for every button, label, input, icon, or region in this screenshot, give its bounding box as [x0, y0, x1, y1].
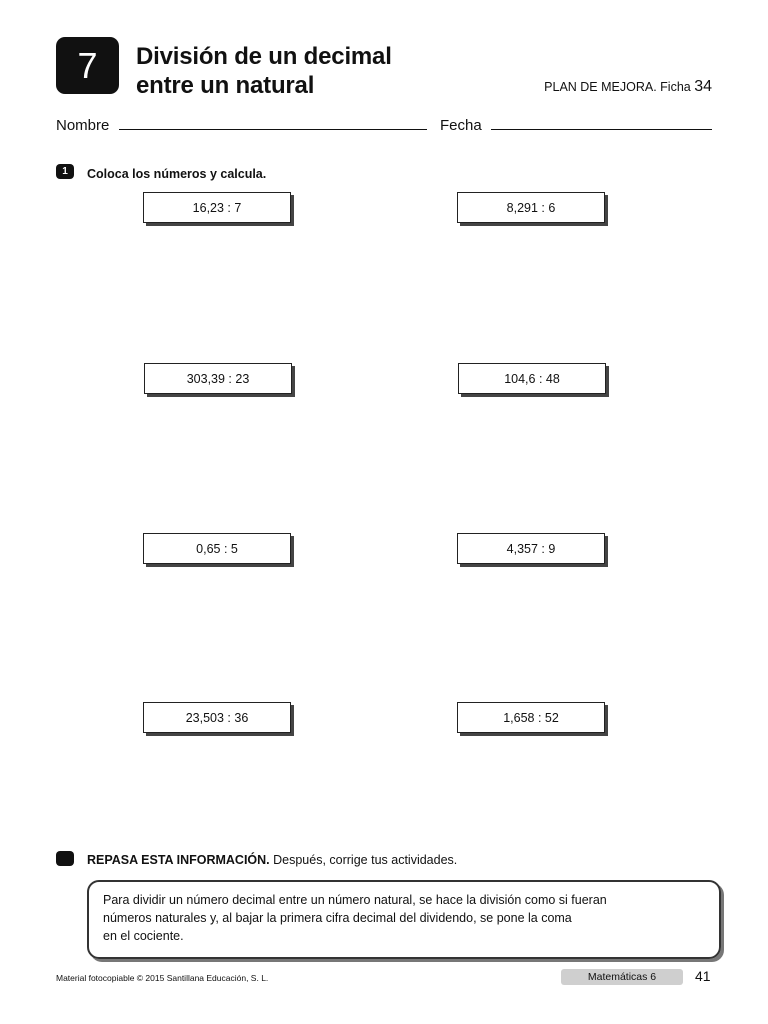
info-line: números naturales y, al bajar la primera cifra decimal del dividendo, se pone la coma — [103, 911, 572, 925]
review-heading — [87, 853, 457, 867]
unit-number: 7 — [77, 44, 98, 86]
name-label: Nombre — [56, 117, 110, 134]
review-title: REPASA ESTA INFORMACIÓN. — [87, 853, 270, 867]
info-box — [87, 880, 721, 959]
info-line: Para dividir un número decimal entre un número natural, se hace la división como si fueran — [103, 893, 607, 907]
operation-box: 104,6 : 48 — [458, 363, 606, 394]
date-field[interactable] — [491, 129, 712, 130]
unit-number-badge — [56, 37, 119, 94]
operation-box: 16,23 : 7 — [143, 192, 291, 223]
date-label: Fecha — [440, 117, 482, 134]
info-line: en el cociente. — [103, 929, 184, 943]
operation-box: 0,65 : 5 — [143, 533, 291, 564]
plan-label — [544, 78, 712, 96]
page-number: 41 — [695, 968, 711, 984]
review-badge — [56, 851, 74, 866]
review-subtitle: Después, corrige tus actividades. — [269, 853, 458, 867]
operation-box: 23,503 : 36 — [143, 702, 291, 733]
operation-box: 4,357 : 9 — [457, 533, 605, 564]
footer-subject: Matemáticas 6 — [561, 969, 683, 985]
title-line-2: entre un natural — [136, 72, 315, 99]
exercise-instruction: Coloca los números y calcula. — [87, 167, 267, 181]
page-title — [136, 42, 392, 100]
operation-box: 8,291 : 6 — [457, 192, 605, 223]
plan-text: PLAN DE MEJORA. Ficha — [544, 80, 695, 94]
title-line-1: División de un decimal — [136, 43, 392, 70]
operation-box: 1,658 : 52 — [457, 702, 605, 733]
exercise-number-badge: 1 — [56, 164, 74, 179]
plan-number: 34 — [694, 78, 712, 95]
operation-box: 303,39 : 23 — [144, 363, 292, 394]
footer-copyright: Material fotocopiable © 2015 Santillana Educación, S. L. — [56, 973, 269, 983]
name-field[interactable] — [119, 129, 427, 130]
